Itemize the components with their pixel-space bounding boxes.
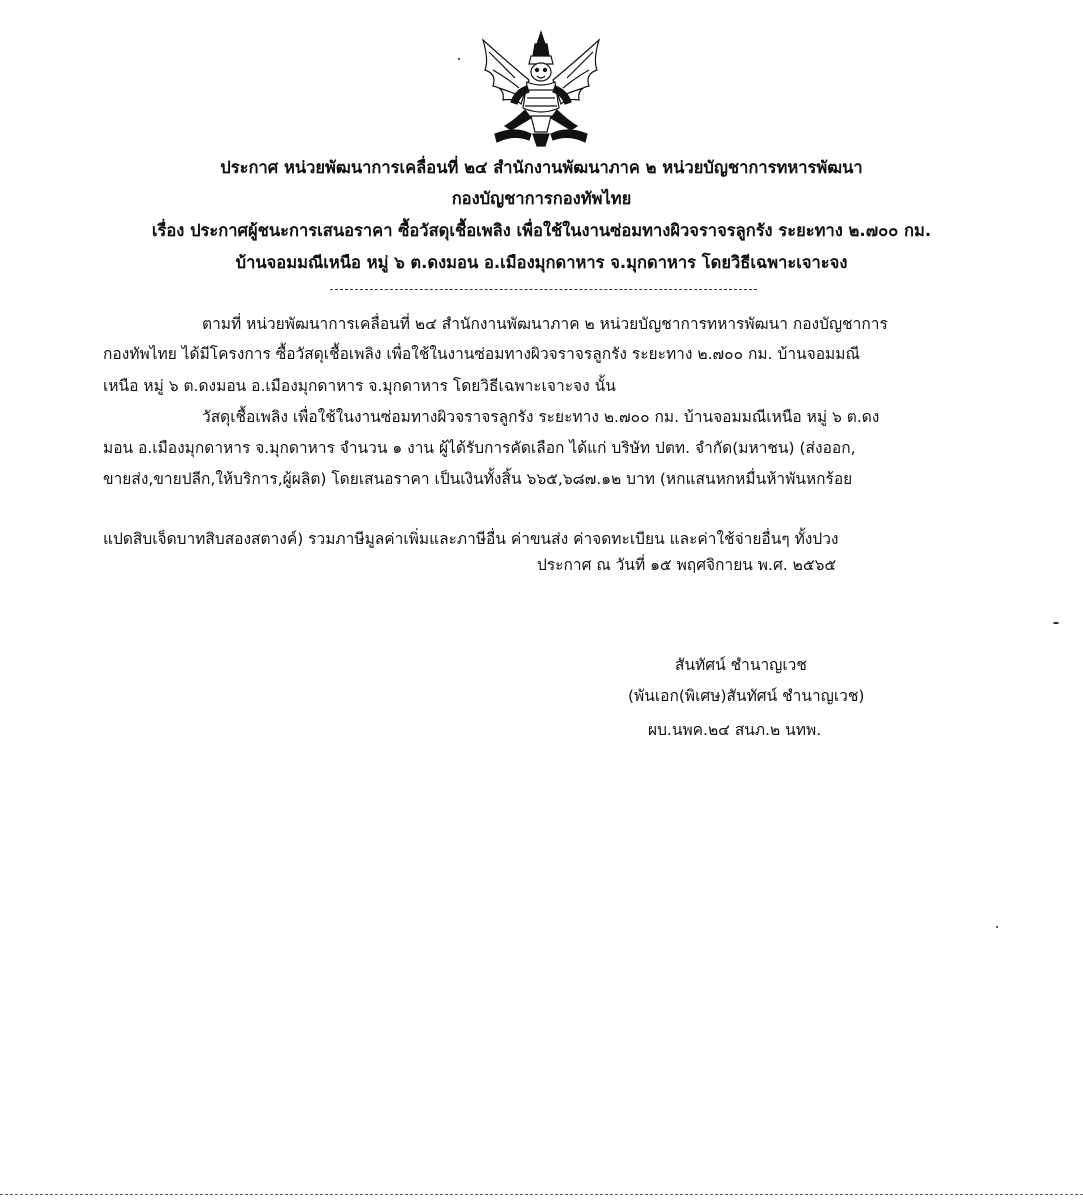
announcement-date: ประกาศ ณ วันที่ ๑๕ พฤศจิกายน พ.ศ. ๒๕๖๕ (537, 556, 837, 574)
announcement-subject-line-2: บ้านจอมมณีเหนือ หมู่ ๖ ต.ดงมอน อ.เมืองมุกดาหาร จ.มุกดาหาร โดยวิธีเฉพาะเจาะจง (235, 253, 848, 272)
paragraph-2-line-1: วัสดุเชื้อเพลิง เพื่อใช้ในงานซ่อมทางผิวจราจรลูกรัง ระยะทาง ๒.๗๐๐ กม. บ้านจอมมณีเหนือ หมู่ ๖ ต.ดง (202, 408, 880, 426)
header-divider (330, 289, 757, 290)
paragraph-2-line-2: มอน อ.เมืองมุกดาหาร จ.มุกดาหาร จำนวน ๑ งาน ผู้ได้รับการคัดเลือก ได้แก่ บริษัท ปตท. จำกัด(มหาชน) (ส่งออก, (103, 439, 856, 457)
scan-speck (458, 58, 460, 60)
paragraph-2-line-3: ขายส่ง,ขายปลีก,ให้บริการ,ผู้ผลิต) โดยเสนอราคา เป็นเงินทั้งสิ้น ๖๖๕,๖๘๗.๑๒ บาท (หกแสนหกหมื่นห้าพันหกร้อย (103, 470, 853, 488)
signatory-full-name: (พันเอก(พิเศษ)สันทัศน์ ชำนาญเวช) (628, 687, 865, 705)
paragraph-1-line-1: ตามที่ หน่วยพัฒนาการเคลื่อนที่ ๒๔ สำนักงานพัฒนาภาค ๒ หน่วยบัญชาการทหารพัฒนา กองบัญชาการ (202, 315, 888, 333)
announcement-subject-line-1: เรื่อง ประกาศผู้ชนะการเสนอราคา ซื้อวัสดุเชื้อเพลิง เพื่อใช้ในงานซ่อมทางผิวจราจรลูกรัง ระยะทาง ๒.๗๐๐ กม. (151, 221, 932, 240)
scan-bottom-edge (0, 1194, 1083, 1195)
paragraph-1-line-3: เหนือ หมู่ ๖ ต.ดงมอน อ.เมืองมุกดาหาร จ.มุกดาหาร โดยวิธีเฉพาะเจาะจง นั้น (103, 377, 616, 395)
paragraph-1-line-2: กองทัพไทย ได้มีโครงการ ซื้อวัสดุเชื้อเพลิง เพื่อใช้ในงานซ่อมทางผิวจราจรลูกรัง ระยะทาง ๒.๗๐๐ กม. บ้านจอมมณี (103, 345, 860, 363)
signature-name: สันทัศน์ ชำนาญเวช (675, 656, 807, 674)
paragraph-2-line-4: แปดสิบเจ็ดบาทสิบสองสตางค์) รวมภาษีมูลค่าเพิ่มและภาษีอื่น ค่าขนส่ง ค่าจดทะเบียน และค่าใช้จ่ายอื่นๆ ทั้งปวง (103, 530, 839, 548)
signatory-position: ผบ.นพค.๒๔ สนภ.๒ นทพ. (648, 721, 822, 739)
garuda-emblem-icon (475, 30, 607, 148)
scan-speck (1053, 622, 1059, 624)
announcement-title-line-2: กองบัญชาการกองทัพไทย (451, 189, 632, 208)
scan-speck (996, 926, 998, 928)
announcement-title-line-1: ประกาศ หน่วยพัฒนาการเคลื่อนที่ ๒๔ สำนักงานพัฒนาภาค ๒ หน่วยบัญชาการทหารพัฒนา (220, 158, 863, 177)
